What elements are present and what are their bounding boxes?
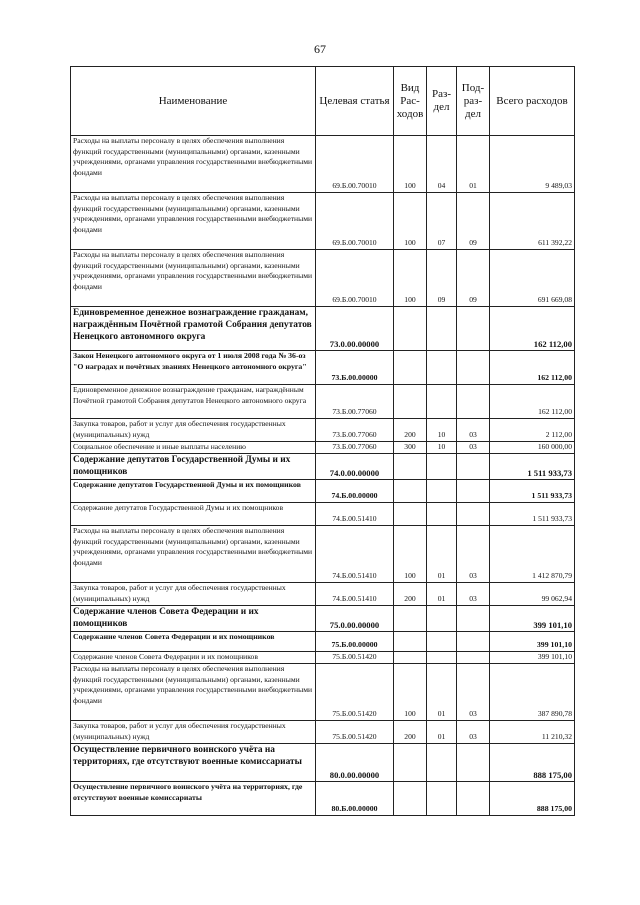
row-subsection bbox=[457, 744, 490, 782]
row-target: 74.Б.00.00000 bbox=[316, 480, 394, 503]
row-section: 07 bbox=[427, 193, 457, 250]
row-name: Расходы на выплаты персоналу в целях обеспечения выполнения функций государственными (муниципальными) органами, казенными учреждениями, органами управления государственными внебюджетными фондами bbox=[71, 526, 316, 583]
table-row bbox=[71, 744, 575, 782]
row-target: 74.Б.00.51410 bbox=[316, 503, 394, 526]
row-subsection: 03 bbox=[457, 526, 490, 583]
row-total: 387 890,78 bbox=[490, 664, 575, 721]
row-name: Содержание депутатов Государственной Думы и их помощников bbox=[71, 454, 316, 480]
row-section bbox=[427, 782, 457, 816]
row-subsection: 01 bbox=[457, 136, 490, 193]
row-subsection bbox=[457, 606, 490, 632]
table-row bbox=[71, 307, 575, 351]
row-target: 69.Б.00.70010 bbox=[316, 193, 394, 250]
row-name: Расходы на выплаты персоналу в целях обеспечения выполнения функций государственными (муниципальными) органами, казенными учреждениями, органами управления государственными внебюджетными фондами bbox=[71, 193, 316, 250]
row-section: 01 bbox=[427, 721, 457, 744]
table-row bbox=[71, 385, 575, 419]
row-kind: 100 bbox=[394, 250, 427, 307]
row-target: 73.Б.00.77060 bbox=[316, 385, 394, 419]
row-target: 69.Б.00.70010 bbox=[316, 136, 394, 193]
row-total: 99 062,94 bbox=[490, 583, 575, 606]
budget-table bbox=[70, 66, 575, 816]
row-section: 10 bbox=[427, 442, 457, 454]
row-section: 01 bbox=[427, 583, 457, 606]
row-total: 399 101,10 bbox=[490, 606, 575, 632]
row-kind bbox=[394, 351, 427, 385]
table-row bbox=[71, 606, 575, 632]
row-section bbox=[427, 307, 457, 351]
row-target: 73.Б.00.00000 bbox=[316, 351, 394, 385]
row-total: 1 511 933,73 bbox=[490, 454, 575, 480]
row-total: 9 489,03 bbox=[490, 136, 575, 193]
row-subsection bbox=[457, 503, 490, 526]
table-row bbox=[71, 721, 575, 744]
row-target: 73.Б.00.77060 bbox=[316, 419, 394, 442]
row-kind: 100 bbox=[394, 526, 427, 583]
row-section bbox=[427, 606, 457, 632]
row-name: Осуществление первичного воинского учёта на территориях, где отсутствуют военные комиссариаты bbox=[71, 744, 316, 782]
row-subsection bbox=[457, 632, 490, 652]
row-name: Содержание членов Совета Федерации и их помощников bbox=[71, 606, 316, 632]
row-subsection bbox=[457, 307, 490, 351]
row-kind bbox=[394, 652, 427, 664]
table-row bbox=[71, 526, 575, 583]
row-target: 80.0.00.00000 bbox=[316, 744, 394, 782]
row-section: 01 bbox=[427, 526, 457, 583]
row-total: 160 000,00 bbox=[490, 442, 575, 454]
row-name: Единовременное денежное вознаграждение гражданам, награждённым Почётной грамотой Собрания депутатов Ненецкого автономного округа bbox=[71, 307, 316, 351]
row-kind: 300 bbox=[394, 442, 427, 454]
row-subsection: 03 bbox=[457, 721, 490, 744]
row-name: Расходы на выплаты персоналу в целях обеспечения выполнения функций государственными (муниципальными) органами, казенными учреждениями, органами управления государственными внебюджетными фондами bbox=[71, 250, 316, 307]
row-name: Осуществление первичного воинского учёта на территориях, где отсутствуют военные комиссариаты bbox=[71, 782, 316, 816]
row-target: 69.Б.00.70010 bbox=[316, 250, 394, 307]
table-row bbox=[71, 583, 575, 606]
table-row bbox=[71, 652, 575, 664]
row-total: 2 112,00 bbox=[490, 419, 575, 442]
row-total: 399 101,10 bbox=[490, 632, 575, 652]
table-row bbox=[71, 351, 575, 385]
table-row bbox=[71, 419, 575, 442]
row-section bbox=[427, 385, 457, 419]
row-name: Расходы на выплаты персоналу в целях обеспечения выполнения функций государственными (муниципальными) органами, казенными учреждениями, органами управления государственными внебюджетными фондами bbox=[71, 664, 316, 721]
row-kind bbox=[394, 744, 427, 782]
row-subsection bbox=[457, 454, 490, 480]
row-target: 73.0.00.00000 bbox=[316, 307, 394, 351]
row-name: Содержание членов Совета Федерации и их помощников bbox=[71, 652, 316, 664]
row-kind: 200 bbox=[394, 583, 427, 606]
row-section: 01 bbox=[427, 664, 457, 721]
row-kind bbox=[394, 782, 427, 816]
row-name: Закон Ненецкого автономного округа от 1 июля 2008 года № 36-оз "О наградах и почётных званиях Ненецкого автономного округа" bbox=[71, 351, 316, 385]
row-target: 75.Б.00.51420 bbox=[316, 652, 394, 664]
row-section bbox=[427, 454, 457, 480]
row-kind: 100 bbox=[394, 136, 427, 193]
row-total: 11 210,32 bbox=[490, 721, 575, 744]
row-name: Закупка товаров, работ и услуг для обеспечения государственных (муниципальных) нужд bbox=[71, 419, 316, 442]
table-header-row bbox=[71, 67, 575, 136]
row-subsection bbox=[457, 480, 490, 503]
row-kind: 100 bbox=[394, 193, 427, 250]
row-subsection bbox=[457, 782, 490, 816]
row-total: 1 511 933,73 bbox=[490, 480, 575, 503]
row-section: 04 bbox=[427, 136, 457, 193]
table-row bbox=[71, 664, 575, 721]
row-kind bbox=[394, 307, 427, 351]
row-subsection: 03 bbox=[457, 442, 490, 454]
row-target: 75.Б.00.51420 bbox=[316, 664, 394, 721]
row-name: Содержание членов Совета Федерации и их помощников bbox=[71, 632, 316, 652]
row-total: 611 392,22 bbox=[490, 193, 575, 250]
row-total: 888 175,00 bbox=[490, 744, 575, 782]
row-subsection bbox=[457, 351, 490, 385]
header-name: Наименование bbox=[71, 67, 316, 136]
header-section: Раз- дел bbox=[427, 67, 457, 136]
row-kind bbox=[394, 454, 427, 480]
table-row bbox=[71, 632, 575, 652]
row-section bbox=[427, 351, 457, 385]
header-total: Всего расходов bbox=[490, 67, 575, 136]
row-name: Содержание депутатов Государственной Думы и их помощников bbox=[71, 503, 316, 526]
row-kind: 200 bbox=[394, 721, 427, 744]
row-name: Содержание депутатов Государственной Думы и их помощников bbox=[71, 480, 316, 503]
row-name: Социальное обеспечение и иные выплаты населению bbox=[71, 442, 316, 454]
row-total: 1 511 933,73 bbox=[490, 503, 575, 526]
table-row bbox=[71, 503, 575, 526]
row-total: 399 101,10 bbox=[490, 652, 575, 664]
table-row bbox=[71, 454, 575, 480]
row-section bbox=[427, 503, 457, 526]
row-subsection: 09 bbox=[457, 250, 490, 307]
table-row bbox=[71, 250, 575, 307]
row-kind: 100 bbox=[394, 664, 427, 721]
table-row bbox=[71, 442, 575, 454]
table-row bbox=[71, 136, 575, 193]
row-subsection bbox=[457, 652, 490, 664]
row-name: Закупка товаров, работ и услуг для обеспечения государственных (муниципальных) нужд bbox=[71, 721, 316, 744]
row-total: 888 175,00 bbox=[490, 782, 575, 816]
row-target: 75.Б.00.00000 bbox=[316, 632, 394, 652]
header-kind: Вид Рас- ходов bbox=[394, 67, 427, 136]
row-total: 162 112,00 bbox=[490, 307, 575, 351]
row-target: 74.Б.00.51410 bbox=[316, 583, 394, 606]
header-subsection: Под- раз- дел bbox=[457, 67, 490, 136]
row-section: 10 bbox=[427, 419, 457, 442]
row-kind bbox=[394, 480, 427, 503]
row-target: 75.0.00.00000 bbox=[316, 606, 394, 632]
row-total: 162 112,00 bbox=[490, 351, 575, 385]
header-target: Целевая статья bbox=[316, 67, 394, 136]
row-target: 74.0.00.00000 bbox=[316, 454, 394, 480]
row-section bbox=[427, 652, 457, 664]
row-kind bbox=[394, 503, 427, 526]
row-total: 691 669,08 bbox=[490, 250, 575, 307]
row-subsection: 03 bbox=[457, 583, 490, 606]
row-total: 1 412 870,79 bbox=[490, 526, 575, 583]
row-target: 73.Б.00.77060 bbox=[316, 442, 394, 454]
row-name: Расходы на выплаты персоналу в целях обеспечения выполнения функций государственными (муниципальными) органами, казенными учреждениями, органами управления государственными внебюджетными фондами bbox=[71, 136, 316, 193]
row-section bbox=[427, 480, 457, 503]
row-section bbox=[427, 744, 457, 782]
row-subsection bbox=[457, 385, 490, 419]
row-name: Закупка товаров, работ и услуг для обеспечения государственных (муниципальных) нужд bbox=[71, 583, 316, 606]
row-subsection: 03 bbox=[457, 664, 490, 721]
row-section: 09 bbox=[427, 250, 457, 307]
table-row bbox=[71, 193, 575, 250]
row-kind bbox=[394, 385, 427, 419]
row-section bbox=[427, 632, 457, 652]
row-kind: 200 bbox=[394, 419, 427, 442]
row-kind bbox=[394, 632, 427, 652]
table-row bbox=[71, 480, 575, 503]
row-subsection: 09 bbox=[457, 193, 490, 250]
page-number: 67 bbox=[314, 42, 326, 56]
row-target: 80.Б.00.00000 bbox=[316, 782, 394, 816]
row-target: 74.Б.00.51410 bbox=[316, 526, 394, 583]
row-name: Единовременное денежное вознаграждение гражданам, награждённым Почётной грамотой Собрания депутатов Ненецкого автономного округа bbox=[71, 385, 316, 419]
table-row bbox=[71, 782, 575, 816]
row-target: 75.Б.00.51420 bbox=[316, 721, 394, 744]
row-kind bbox=[394, 606, 427, 632]
row-total: 162 112,00 bbox=[490, 385, 575, 419]
row-subsection: 03 bbox=[457, 419, 490, 442]
